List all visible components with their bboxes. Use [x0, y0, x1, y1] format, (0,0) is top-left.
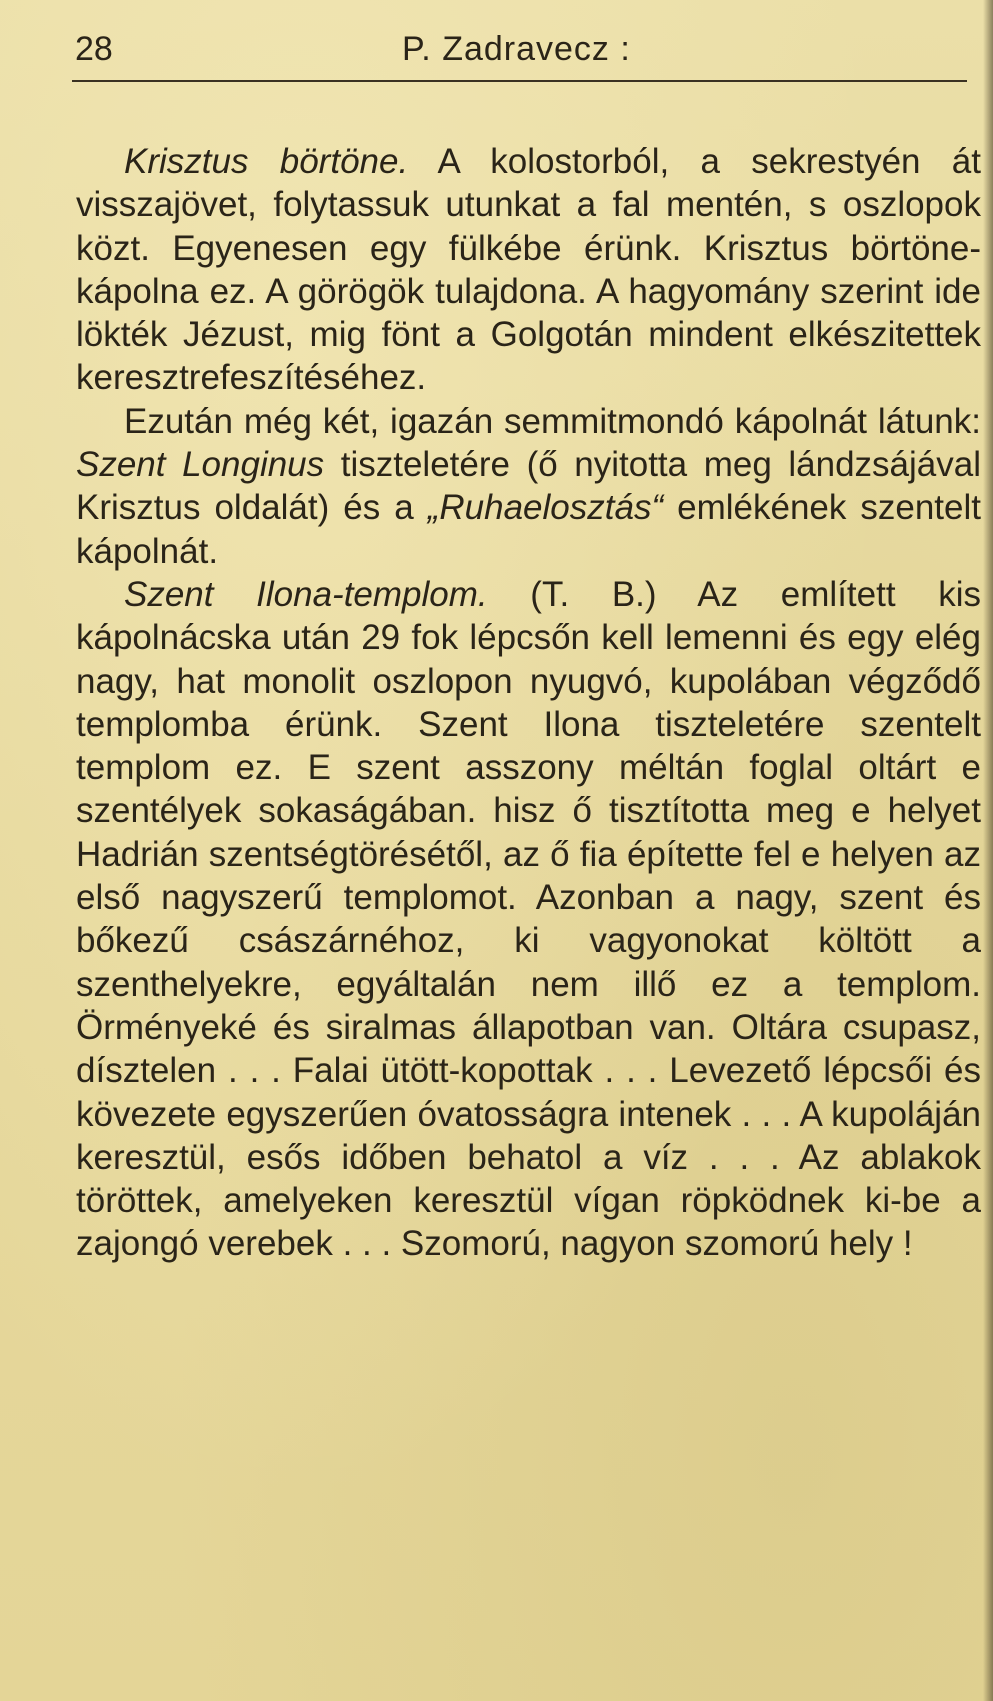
page-number: 28 — [75, 30, 113, 68]
section-title: Szent Ilona-templom. — [124, 574, 488, 614]
body-text — [76, 140, 981, 1266]
paragraph-text: A kolostorból, a sekrestyén át visszajövet, folytassuk utunkat a fal mentén, s oszlopok közt. Egyenesen egy fülkébe érünk. Krisztus börtöne-kápolna ez. A görögök tulajdona. A hagyomány szerint ide lökték Jézust, mig fönt a Golgotán mindent elkészitettek keresztrefeszítéséhez. — [76, 142, 981, 398]
paragraph-kapolnak — [76, 400, 981, 573]
paragraph-text: Ezután még két, igazán semmitmondó kápolnát látunk: — [124, 401, 981, 441]
italic-phrase: „Ruhaelosztás“ — [427, 488, 664, 528]
section-title: Krisztus börtöne. — [124, 142, 409, 181]
paragraph-text: tiszteletére (ő nyitotta meg lándzsájával Krisztus oldalát) és a — [76, 445, 981, 528]
page-edge-shadow — [983, 0, 993, 1701]
paragraph-krisztus-bortone — [76, 140, 981, 400]
page-header — [72, 28, 950, 78]
paragraph-szent-ilona — [76, 573, 981, 1266]
paragraph-text: (T. B.) Az említett kis kápolnácska után 29 fok lépcsőn kell lemenni és egy elég nagy, hat monolit oszlopon nyugvó, kupolában végződő templomba érünk. Szent Ilona tiszteletére szentelt templom ez. E szent asszony méltán foglal oltárt e szentélyek sokaságában. hisz ő tisztította meg e helyet Hadrián szentségtörésétől, az ő fia építette fel e helyen az első nagyszerű templomot. Azonban a nagy, szent és bőkezű császárnéhoz, ki vagyonokat költött a szenthelyekre, egyáltalán nem illő ez a templom. Örményeké és siralmas állapotban van. Oltára csupasz, dísztelen . . . Falai ütött-kopottak . . . Levezető lépcsői és kövezete egyszerűen óvatosságra intenek . . . A kupoláján keresztül, esős időben behatol a víz . . . Az ablakok töröttek, amelyeken keresztül vígan röpködnek ki-be a zajongó verebek . . . Szomorú, nagyon szomorú hely ! — [76, 574, 981, 1264]
italic-phrase: Szent Longinus — [76, 445, 325, 485]
header-rule — [72, 80, 967, 82]
paragraph-text: emlékének szentelt kápolnát. — [76, 488, 981, 571]
running-head: P. Zadravecz : — [402, 30, 631, 68]
